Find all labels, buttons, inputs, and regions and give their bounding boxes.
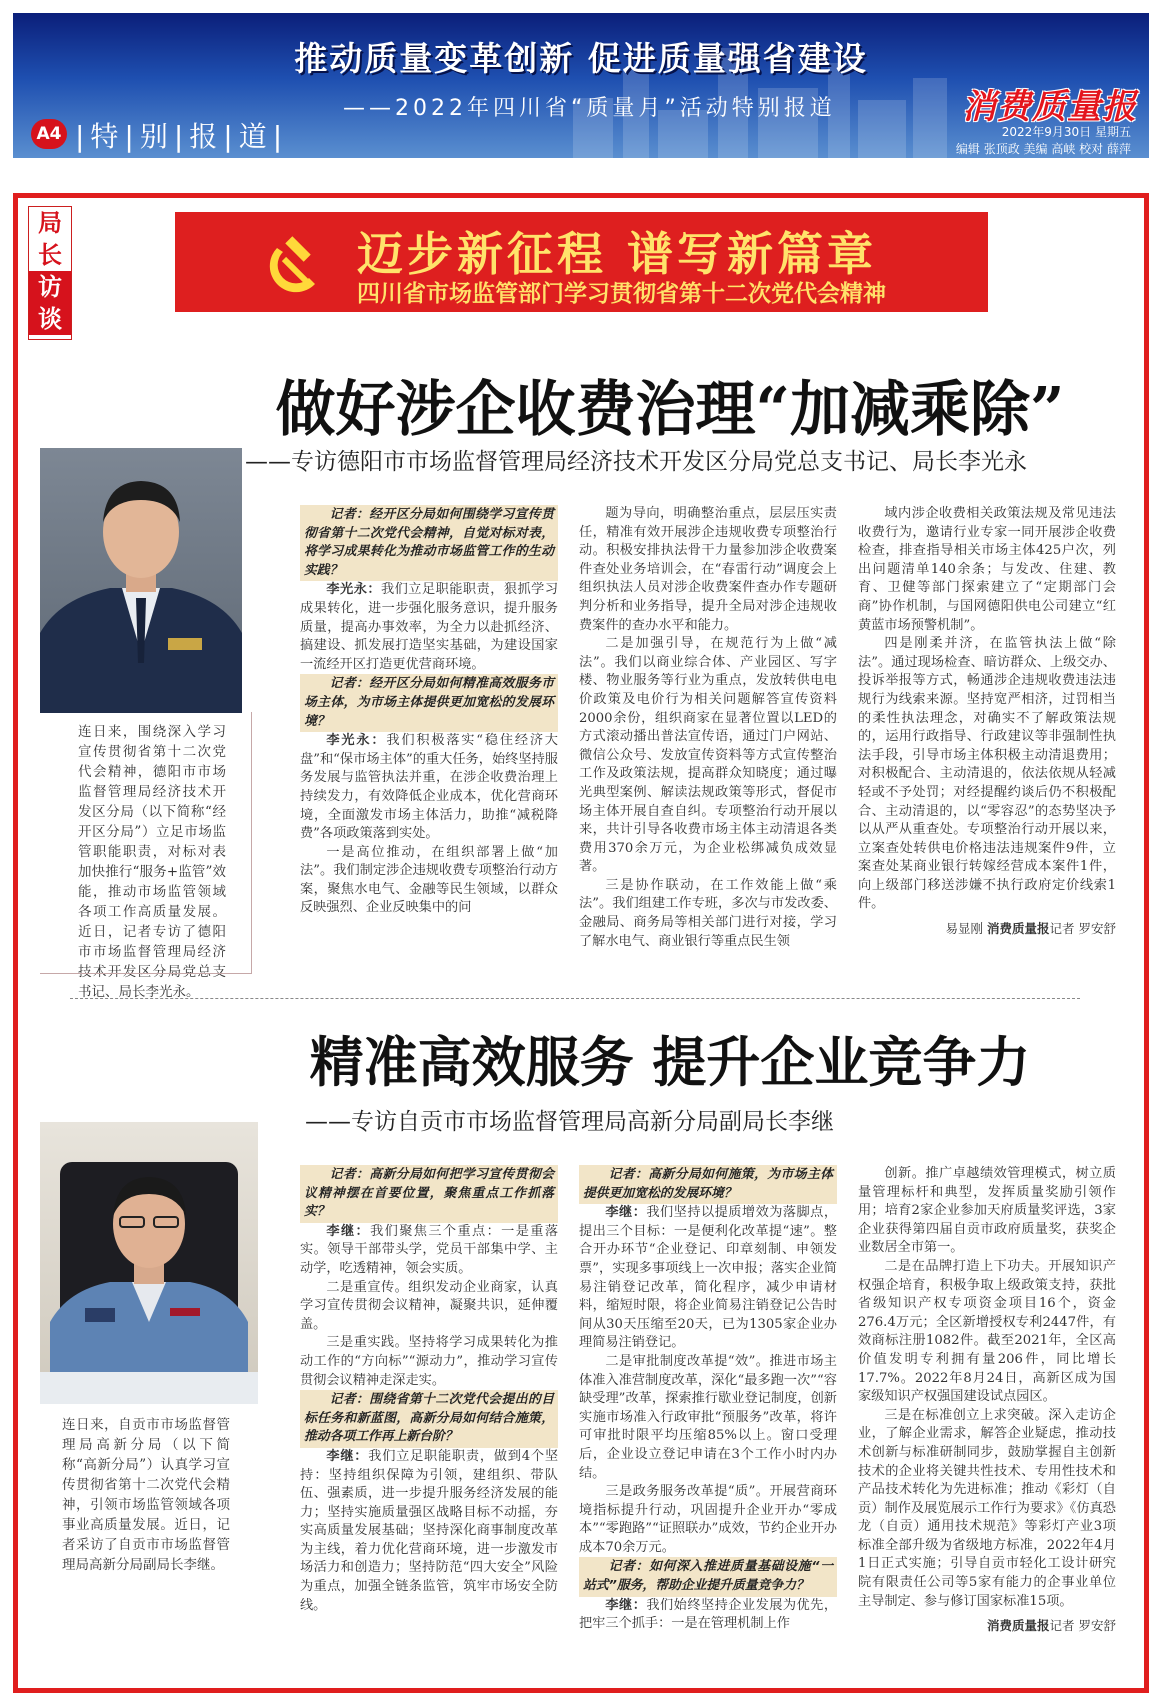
column-tag-char: 长 bbox=[38, 241, 62, 269]
article2-headline: 精准高效服务 提升企业竞争力 bbox=[309, 1030, 1031, 1094]
column-tag-char: 局 bbox=[38, 209, 62, 237]
body-paragraph: 三是重实践。坚持将学习成果转化为推动工作的“方向标”“源动力”，推动学习宣传贯彻会议精神走深走实。 bbox=[300, 1335, 558, 1388]
body-paragraph: 一是高位推动，在组织部署上做“加法”。我们制定涉企违规收费专项整治行动方案，聚焦水电气、金融等民生领域，以群众反映强烈、企业反映集中的问 bbox=[300, 844, 558, 916]
masthead-title: 推动质量变革创新 促进质量强省建设 bbox=[294, 39, 868, 78]
caption-box-1 bbox=[40, 712, 252, 974]
article2-column-2 bbox=[579, 1165, 837, 1665]
masthead-banner bbox=[13, 13, 1149, 158]
article-byline bbox=[858, 1617, 1116, 1636]
speaker-name: 李继： bbox=[326, 1448, 369, 1464]
answer-text: 我们始终坚持企业发展为优先，把牢三个抓手：一是在管理机制上作 bbox=[579, 1597, 837, 1632]
newspaper-brand: 消费质量报 bbox=[962, 87, 1137, 127]
answer-text: 我们坚持以提质增效为落脚点，提出三个目标：一是便利化改革提“速”。整合开办环节“企业登记、印章刻制、申领发票”，实现多事项线上一次申报；落实企业简易注销登记改革，简化程序，减少申请材料，缩短时限，将企业简易注销登记公告时间从30天压缩至20天，已为1305家企业办理简易注销登记。 bbox=[579, 1205, 837, 1351]
answer-text: 我们立足职能职责，做到4个坚持：坚持组织保障为引领，建组织、带队伍、强素质，进一步提升服务经济发展的能力；坚持实施质量强区战略目标不动摇，夯实高质量发展基础；坚持深化商事制度改革为主线，着力优化营商环境，进一步激发市场活力和创造力；坚持防范“四大安全”风险为重点，加强全链条监管，筑牢市场安全防线。 bbox=[300, 1448, 558, 1613]
article1-subhead: ——专访德阳市市场监督管理局经济技术开发区分局党总支书记、局长李光永 bbox=[245, 449, 1027, 475]
article1-lead-caption: 连日来，围绕深入学习宣传贯彻省第十二次党代会精神，德阳市市场监督管理局经济技术开发区分局（以下简称“经开区分局”）立足市场监管职能职责，对标对表加快推行“服务+监管”效能，推动市场监管领域各项工作高质量发展。近日，记者专访了德阳市市场监督管理局经济技术开发区分局党总支书记、局长李光永。 bbox=[78, 724, 226, 1000]
article2-subhead: ——专访自贡市市场监督管理局高新分局副局长李继 bbox=[305, 1109, 834, 1135]
article1-column-2 bbox=[579, 505, 837, 975]
body-paragraph: 三是协作联动，在工作效能上做“乘法”。我们组建工作专班，多次与市发改委、金融局、商务局等相关部门进行对接，学习了解水电气、商业银行等重点民生领 bbox=[579, 877, 837, 949]
section-name: |特|别|报|道| bbox=[75, 120, 289, 153]
interview-answer bbox=[300, 581, 558, 674]
interview-answer bbox=[300, 1223, 558, 1279]
publication-date: 2022年9月30日 星期五 bbox=[1001, 125, 1131, 139]
answer-text: 我们立足职能职责，狠抓学习成果转化，进一步强化服务意识，提升服务质量，提高办事效率，为全力以赴抓经济、搞建设、抓发展打造坚实基础，为建设国家一流经开区打造更优营商环境。 bbox=[300, 582, 558, 672]
body-paragraph: 二是重宣传。组织发动企业商家，认真学习宣传贯彻会议精神，凝聚共识，延伸覆盖。 bbox=[300, 1279, 558, 1332]
banner-subtitle: 四川省市场监管部门学习贯彻省第十二次党代会精神 bbox=[357, 281, 886, 307]
byline-suffix: 记者 罗安舒 bbox=[1049, 1618, 1116, 1634]
interview-answer bbox=[300, 732, 558, 844]
body-paragraph: 二是审批制度改革提“效”。推进市场主体准入准营制度改革，深化“最多跑一次”“容缺受理”改革，探索推行歇业登记制度，创新实施市场准入行政审批“预服务”改革，将许可审批时限平均压缩85%以上。窗口受理后，企业设立登记申请在3个工作小时内办结。 bbox=[579, 1353, 837, 1481]
column-tag-char: 访 bbox=[29, 271, 71, 303]
body-paragraph: 二是在品牌打造上下功夫。开展知识产权强企培育，积极争取上级政策支持，获批省级知识产权专项资金项目16个，资金276.4万元；全区新增授权专利2447件，有效商标注册1082件。截至2021年，全区高价值发明专利拥有量206件，同比增长17.7%。2022年8月24日，高新区成为国家级知识产权强国建设试点园区。 bbox=[858, 1258, 1116, 1405]
answer-text: 我们积极落实“稳住经济大盘”和“保市场主体”的重大任务，始终坚持服务发展与监管执法并重，在涉企收费治理上持续发力，有效降低企业成本，优化营商环境，全面激发市场主体活力，助推“减税降费”各项政策落到实处。 bbox=[300, 733, 558, 842]
interview-question: 记者：高新分局如何把学习宣传贯彻会议精神摆在首要位置，聚焦重点工作抓落实？ bbox=[300, 1165, 558, 1223]
interview-question: 记者：如何深入推进质量基础设施“一站式”服务，帮助企业提升质量竞争力？ bbox=[579, 1557, 837, 1596]
article1-column-3 bbox=[858, 505, 1116, 985]
speaker-name: 李继： bbox=[326, 1223, 371, 1239]
body-paragraph: 创新。推广卓越绩效管理模式，树立质量管理标杆和典型，发挥质量奖励引领作用；培育2家企业参加天府质量奖评选，3家企业获得第四届自贡市政府质量奖，获奖企业数居全市第一。 bbox=[858, 1166, 1116, 1256]
speaker-name: 李继： bbox=[605, 1205, 647, 1221]
byline-suffix: 记者 罗安舒 bbox=[1049, 921, 1116, 937]
byline-paper: 消费质量报 bbox=[987, 921, 1050, 937]
body-paragraph: 三是在标准创立上求突破。深入走访企业，了解企业需求，解答企业疑虑，推动技术创新与标准研制同步，鼓励掌握自主创新技术的企业将关键共性技术、专用性技术和产品技术转化为先进标准；推动《彩灯（自贡）制作及展览展示工作行为要求》《仿真恐龙（自贡）通用技术规范》等彩灯产业3项标准全部升级为省级地方标准，2022年4月1日正式实施；引导自贡市轻化工设计研究院有限责任公司等5家有能力的企事业单位主导制定、参与修订国家标准15项。 bbox=[858, 1407, 1116, 1609]
article1-headline: 做好涉企收费治理“加减乘除” bbox=[275, 375, 1065, 445]
body-paragraph: 二是加强引导，在规范行为上做“减法”。我们以商业综合体、产业园区、写字楼、物业服务等行业为重点，发放转供电电价政策及电价行为相关问题解答宣传资料2000余份，组织商家在显著位置以LED的方式滚动播出普法宣传语，通过门户网站、微信公众号、发放宣传资料等方式宣传整治工作及政策法规，提高群众知晓度；通过曝光典型案例、解读法规政策等形式，督促市场主体开展自查自纠。专项整治行动开展以来，共计引导各收费市场主体主动清退各类费用370余万元，为企业松绑减负成效显著。 bbox=[579, 636, 837, 875]
byline-prefix: 易显刚 bbox=[945, 921, 987, 937]
interview-question: 记者：高新分局如何施策，为市场主体提供更加宽松的发展环境？ bbox=[579, 1165, 837, 1204]
speaker-name: 李光永： bbox=[326, 733, 387, 749]
article-byline bbox=[858, 920, 1116, 939]
article1-column-1 bbox=[300, 505, 558, 975]
hammer-sickle-icon bbox=[263, 230, 329, 296]
article-divider bbox=[70, 998, 1080, 999]
body-paragraph: 四是刚柔并济，在监管执法上做“除法”。通过现场检查、暗访群众、上级交办、投诉举报等方式，畅通涉企违规收费违法违规行为线索来源。坚持宽严相济，过罚相当的柔性执法理念，对确实不了解政策法规的，运用行政指导、行政建议等非强制性执法手段，引导市场主体积极主动清退费用；对积极配合、主动清退的，依法依规从轻减轻或不予处罚；对经提醒约谈后仍不积极配合、主动清退的，以“零容忍”的态势坚决予以从严从重查处。专项整治行动开展以来，立案查处转供电价格违法违规案件9件，立案查处某商业银行转嫁经营成本案件1件，向上级部门移送涉嫌不执行政府定价线索1件。 bbox=[858, 636, 1116, 912]
masthead-subtitle: ——2022年四川省“质量月”活动特别报道 bbox=[343, 96, 836, 121]
article2-column-3 bbox=[858, 1165, 1116, 1675]
interview-answer bbox=[579, 1597, 837, 1634]
byline-paper: 消费质量报 bbox=[987, 1618, 1050, 1634]
article2-column-1 bbox=[300, 1165, 558, 1665]
interview-question: 记者：经开区分局如何围绕学习宣传贯彻省第十二次党代会精神，自觉对标对表，将学习成果转化为推动市场监管工作的生动实践？ bbox=[300, 505, 558, 581]
interview-answer bbox=[579, 1204, 837, 1353]
interviewee-photo-2 bbox=[40, 1122, 258, 1404]
banner-title: 迈步新征程 谱写新篇章 bbox=[357, 227, 878, 281]
column-tag bbox=[28, 206, 72, 340]
interview-answer bbox=[300, 1448, 558, 1615]
article2-lead-caption: 连日来，自贡市市场监督管理局高新分局（以下简称“高新分局”）认真学习宣传贯彻省第十二次党代会精神，引领市场监管领域各项事业高质量发展。近日，记者采访了自贡市市场监督管理局高新分局副局长李继。 bbox=[62, 1417, 230, 1573]
portrait-illustration bbox=[40, 1122, 258, 1404]
body-paragraph: 域内涉企收费相关政策法规及常见违法收费行为，邀请行业专家一同开展涉企收费检查，排查指导相关市场主体425户次，列出问题清单140余条；与发改、住建、教育、卫健等部门探索建立了“定期部门会商”协作机制，与国网德阳供电公司建立“红黄蓝市场预警机制”。 bbox=[858, 506, 1116, 633]
body-paragraph: 三是政务服务改革提“质”。开展营商环境指标提升行动，巩固提升企业开办“零成本”“零跑路”“证照联办”成效，节约企业开办成本70余万元。 bbox=[579, 1484, 837, 1555]
speaker-name: 李光永： bbox=[326, 582, 381, 598]
interview-question: 记者：围绕省第十二次党代会提出的目标任务和新蓝图，高新分局如何结合施策，推动各项工作再上新台阶？ bbox=[300, 1390, 558, 1448]
body-paragraph: 题为导向，明确整治重点，层层压实责任，精准有效开展涉企违规收费专项整治行动。积极安排执法骨干力量参加涉企收费案件查处业务培训会，在“春雷行动”调度会上组织执法人员对涉企收费案件查办作专题研判分析和业务指导，提升全局对涉企违规收费案件的查办水平和能力。 bbox=[579, 506, 837, 633]
speaker-name: 李继： bbox=[605, 1597, 647, 1613]
page-number-badge: A4 bbox=[31, 119, 67, 149]
column-tag-char: 谈 bbox=[29, 303, 71, 335]
interview-question: 记者：经开区分局如何精准高效服务市场主体，为市场主体提供更加宽松的发展环境？ bbox=[300, 674, 558, 732]
interviewee-photo-1 bbox=[40, 448, 242, 713]
portrait-illustration bbox=[40, 448, 242, 713]
answer-text: 我们聚焦三个重点：一是重落实。领导干部带头学，党员干部集中学、主动学，吃透精神，领会实质。 bbox=[300, 1223, 558, 1276]
theme-banner bbox=[175, 212, 988, 312]
editor-credits: 编辑 张顶政 美编 高峡 校对 薛萍 bbox=[955, 142, 1131, 156]
